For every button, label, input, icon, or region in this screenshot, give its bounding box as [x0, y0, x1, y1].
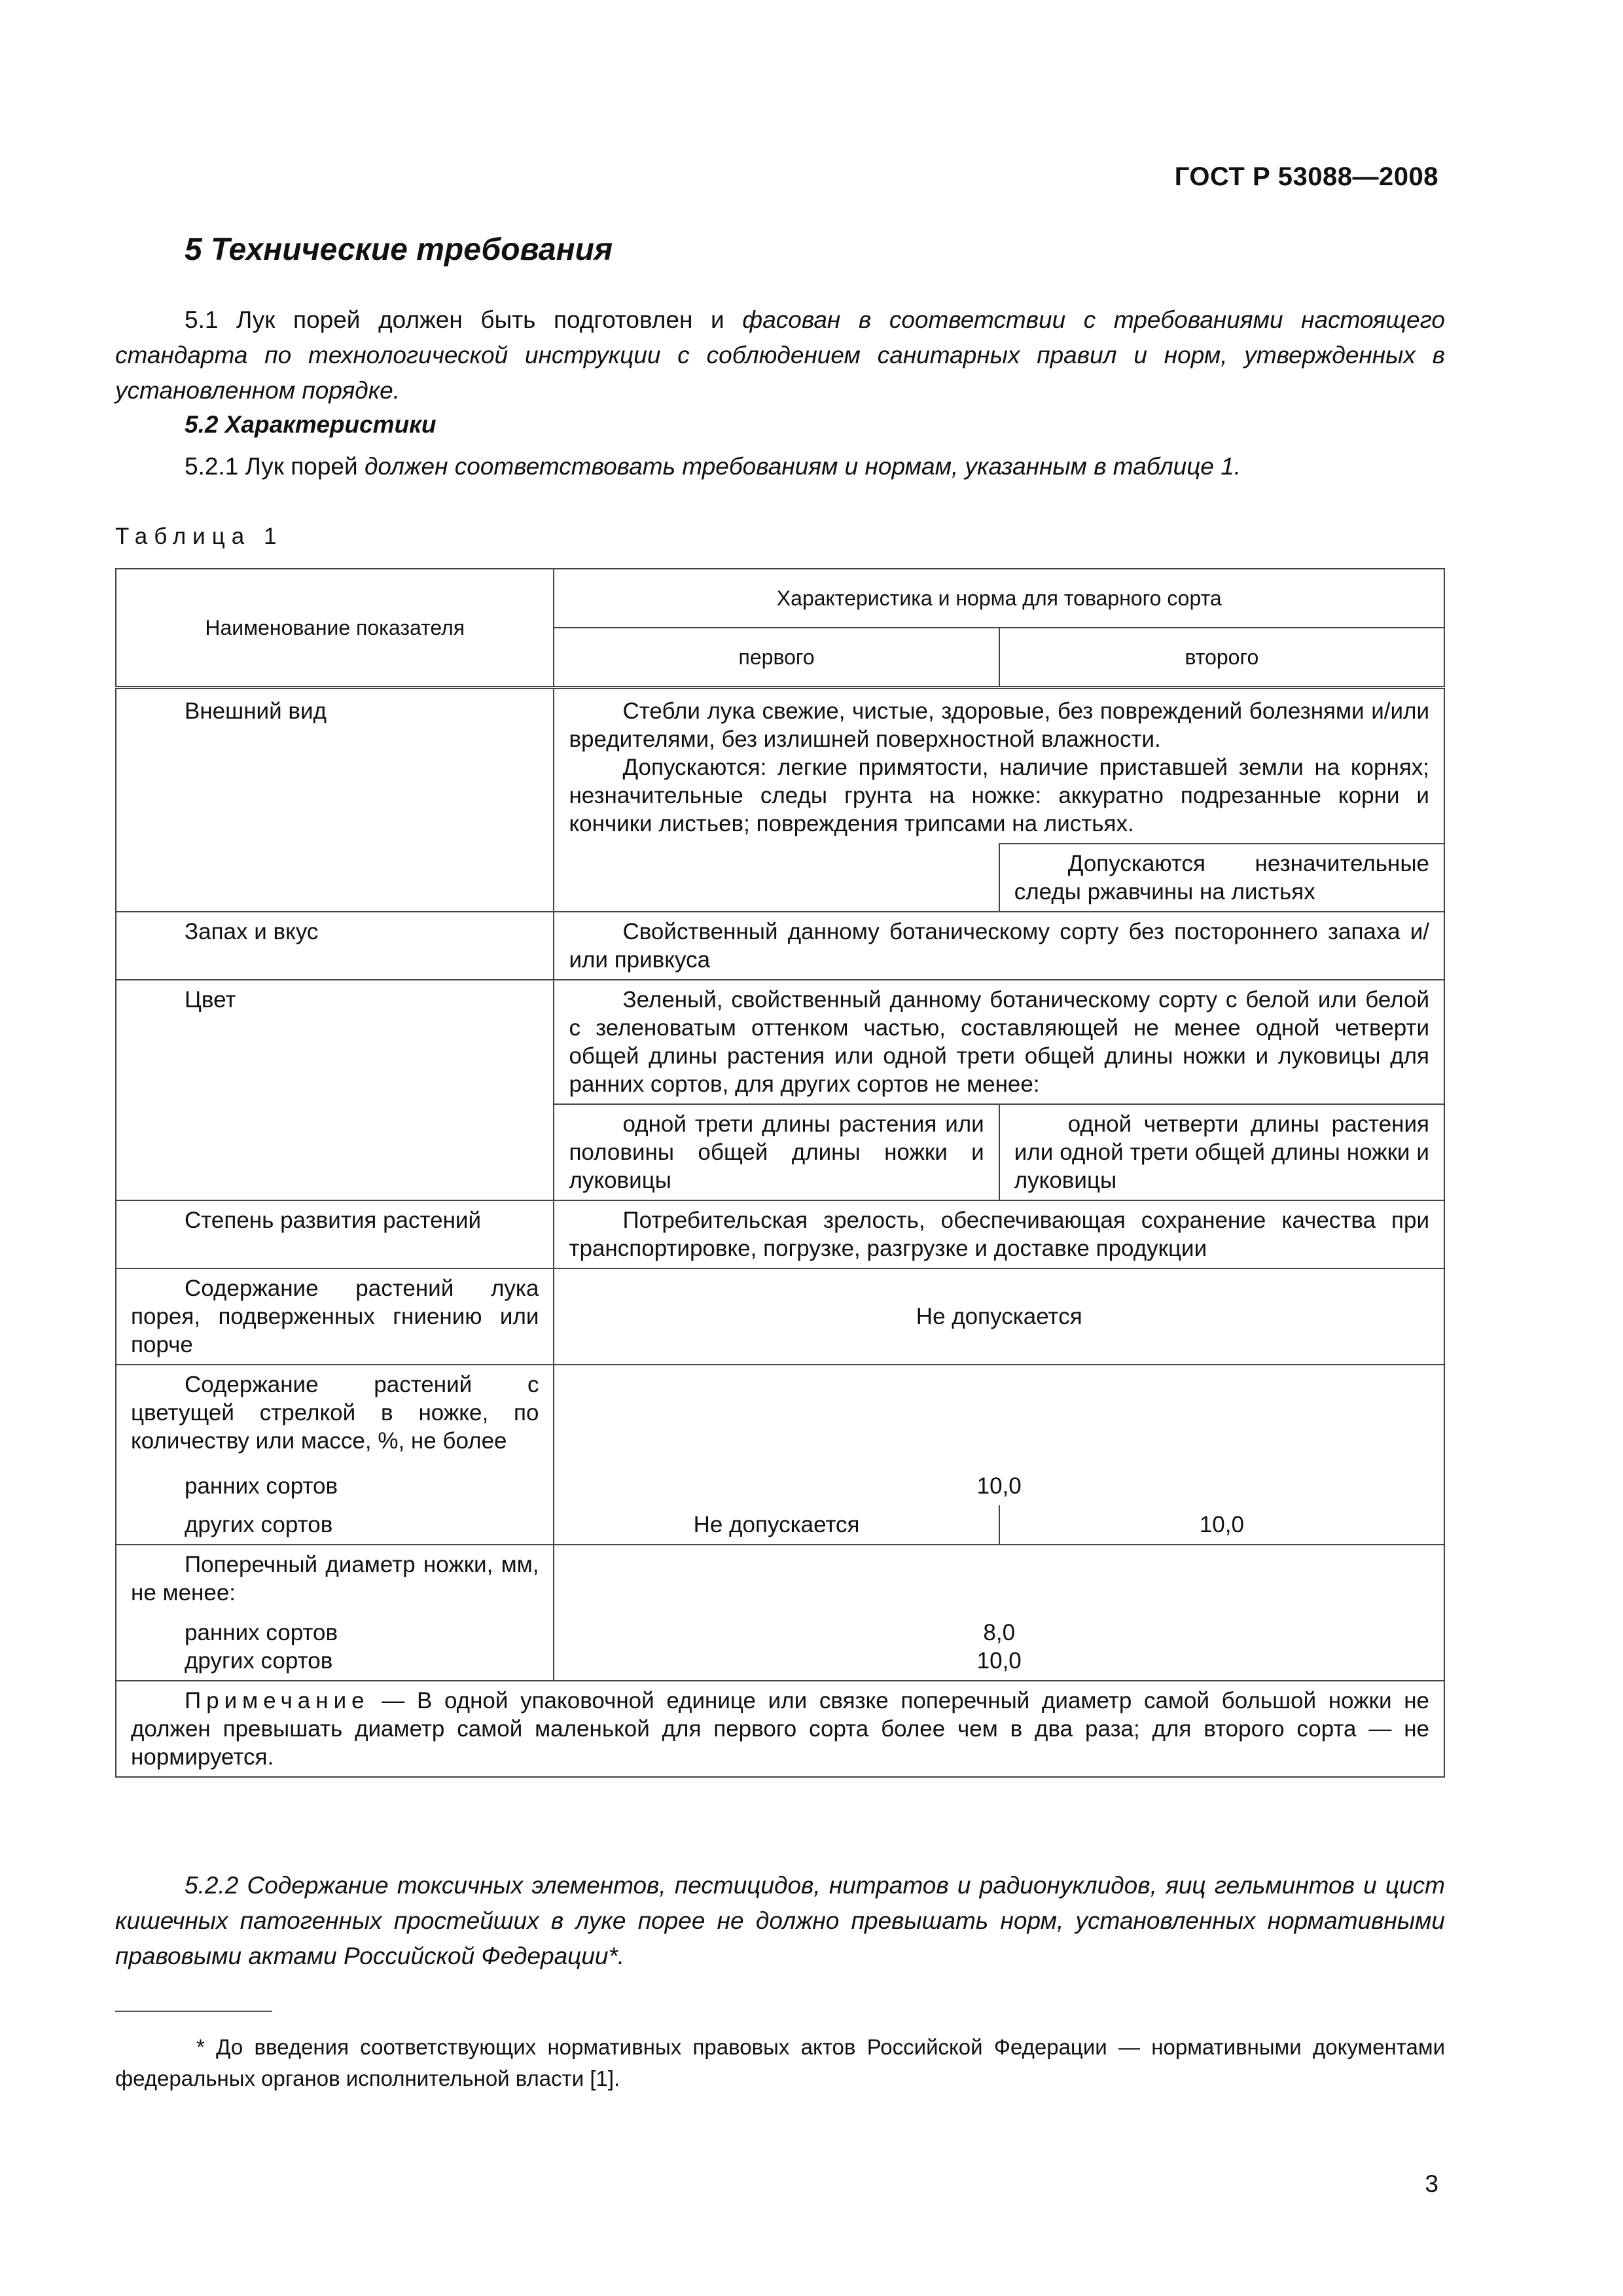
paragraph-number: 5.2.1: [185, 453, 239, 480]
paragraph-text: Лук порей должен быть подготовлен и: [218, 306, 743, 333]
subsection-heading: 5.2 Характеристики: [185, 411, 437, 438]
diameter-other-value: 10,0: [554, 1647, 1444, 1681]
footnote: * До введения соответствующих нормативных правовых актов Российской Федерации — нормативными документами федеральных органов исполнительной власти [1].: [115, 2035, 1445, 2090]
color-description: Зеленый, свойственный данному ботаническому сорту с белой или белой с зеленоватым оттенком частью, составляющей не менее одной четверти общей длины растения или одной трети общей длины ножки и луковицы для ранних сортов, для других сортов не менее:: [554, 980, 1444, 1104]
table-caption: Таблица 1: [115, 524, 283, 549]
rot-value: Не допускается: [554, 1268, 1444, 1365]
header-indicator-name: Наименование показателя: [116, 569, 554, 688]
paragraph-text: Лук порей: [238, 453, 365, 480]
table-row: [116, 1647, 1444, 1681]
appearance-description: [554, 688, 1444, 844]
table-row: [116, 1545, 1444, 1619]
header-first-grade: первого: [554, 628, 999, 688]
appearance-text-2: Допускаются: легкие примятости, наличие приставшей земли на корнях; незначительные следы грунта на ножке: аккуратно подрезанные корни и кончики листьев; повреждения трипсами на листьях.: [569, 755, 1429, 836]
section-title: 5 Технические требования: [185, 232, 613, 267]
appearance-second-only: Допускаются незначительные следы ржавчины на листьях: [999, 844, 1444, 912]
maturity-description: Потребительская зрелость, обеспечивающая сохранение качества при транспортировке, погрузке, разгрузке и доставке продукции: [554, 1200, 1444, 1268]
table-row: [116, 1365, 1444, 1467]
table-row: [116, 980, 1444, 1104]
diameter-other-label: других сортов: [116, 1647, 554, 1681]
paragraph-text-italic: фасован в соответствии с требованиями настоящего стандарта по технологической инструкции с соблюдением санитарных правил и норм, утвержденных в установленном порядке.: [115, 306, 1446, 404]
flower-other-first: Не допускается: [554, 1505, 999, 1545]
color-first-grade: одной трети длины растения или половины общей длины ножки и луковицы: [554, 1104, 999, 1200]
table-row: [116, 1268, 1444, 1365]
footnote-divider: [115, 2011, 272, 2012]
requirements-table: [115, 568, 1445, 1778]
note-text: — В одной упаковочной единице или связке поперечный диаметр самой большой ножки не должен превышать диаметр самой маленькой для первого сорта более чем в два раза; для второго сорта — не нормируется.: [131, 1688, 1429, 1770]
row-label-flower: Содержание растений с цветущей стрелкой в ножке, по количеству или массе, %, не более: [116, 1365, 554, 1467]
row-label-rot: Содержание растений лука порея, подверженных гниению или порче: [116, 1268, 554, 1365]
page-number: 3: [1425, 2170, 1438, 2197]
row-label-diameter: Поперечный диаметр ножки, мм, не менее:: [116, 1545, 554, 1619]
paragraph-5-2-1: [115, 449, 1445, 484]
paragraph-5-2-2: 5.2.2 Содержание токсичных элементов, пестицидов, нитратов и радионуклидов, яиц гельминтов и цист кишечных патогенных простейших в луке порее не должно превышать норм, установленных нормативными правовыми актами Российской Федерации*.: [115, 1872, 1445, 1969]
paragraph-number: 5.1: [185, 306, 219, 333]
table-header-row: [116, 569, 1444, 628]
table-row: [116, 912, 1444, 980]
header-grade-group: Характеристика и норма для товарного сорта: [554, 569, 1444, 628]
appearance-first-empty: [554, 844, 999, 912]
table-row: [116, 688, 1444, 844]
row-label-smell: Запах и вкус: [116, 912, 554, 980]
table-row: [116, 1467, 1444, 1505]
row-label-color: Цвет: [116, 980, 554, 1200]
smell-description: Свойственный данному ботаническому сорту без постороннего запаха и/или привкуса: [554, 912, 1444, 980]
paragraph-5-1: [115, 302, 1445, 408]
table-note-row: [116, 1681, 1444, 1777]
row-label-maturity: Степень развития растений: [116, 1200, 554, 1268]
table-row: [116, 1505, 1444, 1545]
color-second-grade: одной четверти длины растения или одной трети общей длины ножки и луковицы: [999, 1104, 1444, 1200]
flower-early-label: ранних сортов: [116, 1467, 554, 1505]
header-second-grade: второго: [999, 628, 1444, 688]
row-label-appearance: Внешний вид: [116, 688, 554, 912]
flower-empty: [554, 1365, 1444, 1467]
diameter-empty: [554, 1545, 1444, 1619]
note-prefix: Примечание: [185, 1688, 370, 1713]
flower-early-value: 10,0: [554, 1467, 1444, 1505]
table-note: [116, 1681, 1444, 1777]
flower-other-label: других сортов: [116, 1505, 554, 1545]
table-row: [116, 1200, 1444, 1268]
flower-other-second: 10,0: [999, 1505, 1444, 1545]
table-row: [116, 1619, 1444, 1647]
appearance-text-1: Стебли лука свежие, чистые, здоровые, без повреждений болезнями и/или вредителями, без излишней поверхностной влажности.: [569, 698, 1429, 752]
diameter-early-label: ранних сортов: [116, 1619, 554, 1647]
paragraph-text-italic: должен соответствовать требованиям и нормам, указанным в таблице 1.: [364, 453, 1241, 480]
diameter-early-value: 8,0: [554, 1619, 1444, 1647]
document-id: ГОСТ Р 53088—2008: [1174, 162, 1438, 191]
